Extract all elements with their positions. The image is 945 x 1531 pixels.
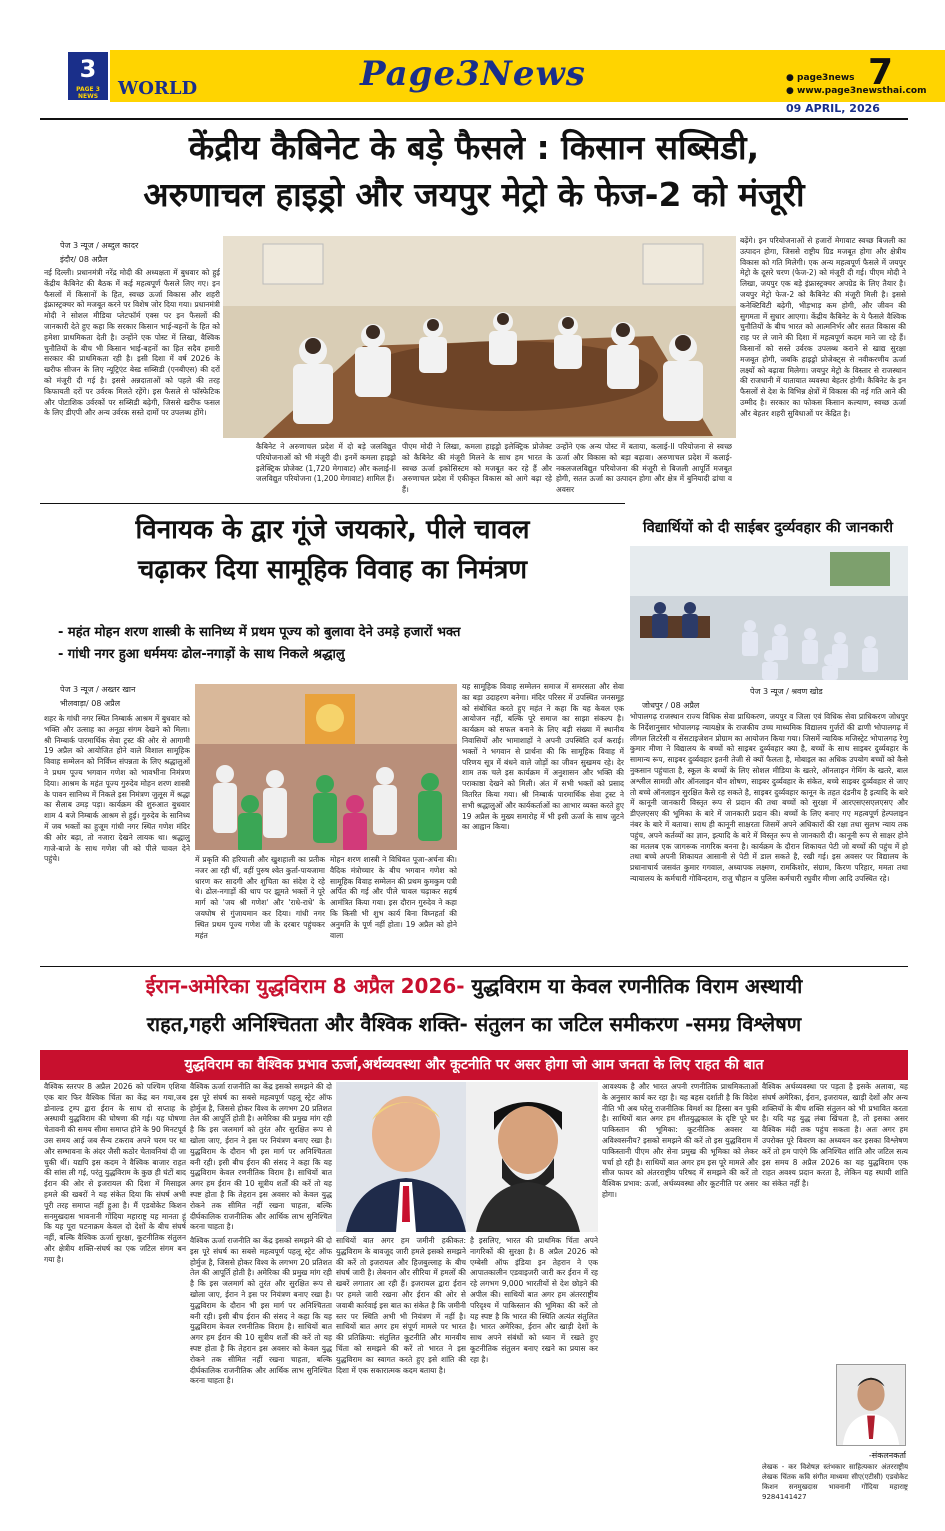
story3-headline: विद्यार्थियों को दी साईबर दुर्व्यवहार की जानकारी <box>643 520 893 536</box>
temple-procession-photo <box>195 684 457 850</box>
story1-caption3: उन्होंने एक अन्य पोस्ट में बताया, कलाई-II परियोजना से स्वच्छ ऊर्जा और विकास को बड़ा बढ़ावा। अरुणाचल प्रदेश में कलाई-नकलजलविद्युत परियोजना की मंजूरी से बिजली आपूर्ति मजबूत होगी, सतत ऊर्जा का उत्पादन होगा और क्षेत्र में बुनियादी ढांचा व अवसर <box>556 442 732 495</box>
story3-byline2: जोधपुर / 08 अप्रैल <box>642 701 700 710</box>
story3-byline1: पेज 3 न्यूज / श्रवण खोड <box>750 687 823 696</box>
story1-headline: केंद्रीय कैबिनेट के बड़े फैसले : किसान सब्सिडी, अरुणाचल हाइड्रो और जयपुर मेट्रो के फेज-2 को मंजूरी <box>143 128 805 214</box>
author-title: लेखक - कर विशेषज्ञ स्तंभकार साहित्यकार अंतरराष्ट्रीय लेखक चिंतक कवि संगीत माध्यमा सीए(एटीसी) एडवोकेट किशन सनमुखदास भावनानी गोंदिया महाराष्ट्र 9284141427 <box>762 1463 908 1501</box>
story2-caption2: मोहन शरण शास्त्री ने विधिवत पूजा-अर्चना की। वैदिक मंत्रोच्चार के बीच भगवान गणेश को सामूहिक विवाह सम्मेलन की प्रथम कुमकुम पत्री अर्पित की गई और पीले चावल चढ़ाकर सहर्ष आमंत्रित किया गया। इस दौरान गुरुदेव ने कहा कि किसी भी शुभ कार्य बिना विघ्नहर्ता की अनुमति के पूर्ण नहीं होता। 19 अप्रैल को होने वाला <box>330 855 457 940</box>
header-rule <box>40 118 908 120</box>
section-label: WORLD <box>118 78 198 99</box>
story1-caption1: कैबिनेट ने अरुणाचल प्रदेश में दो बड़े जलविद्युत परियोजनाओं को भी मंजूरी दी। इनमें कमला हाइड्रो इलेक्ट्रिक प्रोजेक्ट (1,720 मेगावाट) और कलाई-II जलविद्युत परियोजना (1,200 मेगावाट) शामिल हैं। <box>256 442 396 484</box>
classroom-photo <box>630 546 908 680</box>
leaders-photo <box>336 1082 598 1232</box>
story4-col2b: वैश्विक ऊर्जा राजनीति का केंद्र इसको समझने की दो इस पूरे संघर्ष का सबसे महत्वपूर्ण पहलू स्ट्रेट ऑफ होर्मुज है, जिससे होकर विश्व के लगभग 20 प्रतिशत तेल की आपूर्ति होती है। अमेरिका की प्रमुख मांग रही है कि इस जलमार्ग को तुरंत और सुरक्षित रूप से खोला जाए, ईरान ने इस पर नियंत्रण बनाए रखा है। युद्धविराम के दौरान भी इस मार्ग पर अनिश्चितता बनी रही। इसी बीच ईरान की संसद ने कहा कि यह युद्धविराम केवल रणनीतिक विराम है। साथियों बात अगर हम ईरान की 10 सूत्रीय शर्तों की करें तो यह स्पष्ट होता है कि तेहरान इस अवसर को केवल युद्ध रोकने तक सीमित नहीं रखना चाहता, बल्कि दीर्घकालिक राजनीतिक और आर्थिक लाभ सुनिश्चित करना चाहता है। <box>190 1236 332 1386</box>
cabinet-meeting-photo <box>223 236 736 438</box>
story1-col4: बढ़ेंगे। इन परियोजनाओं से हजारों मेगावाट स्वच्छ बिजली का उत्पादन होगा, जिससे राष्ट्रीय ग्रिड मजबूत होगा और क्षेत्रीय विकास को गति मिलेगी। एक अन्य महत्वपूर्ण फैसले में जयपुर मेट्रो के दूसरे चरण (फेज-2) को मंजूरी दी गई। पीएम मोदी ने लिखा, जयपुर एक बड़े इंफ्रास्ट्रक्चर अपग्रेड के लिए तैयार है। जयपुर मेट्रो फेज-2 को कैबिनेट की मंजूरी मिली है। इससे कनेक्टिविटी बढ़ेगी, भीड़भाड़ कम होगी, और जीवन की सुगमता में सुधार आएगा। केंद्रीय कैबिनेट के ये फैसले वैश्विक चुनौतियों के बीच भारत को आत्मनिर्भर और सतत विकास की राह पर ले जाने की दिशा में महत्वपूर्ण कदम माने जा रहे हैं। किसानों को सस्ते उर्वरक उपलब्ध कराने से खाद्य सुरक्षा मजबूत होगी, जबकि हाइड्रो प्रोजेक्ट्स से नवीकरणीय ऊर्जा लक्ष्यों को बढ़ावा मिलेगा। जयपुर मेट्रो के विस्तार से राजस्थान की राजधानी में यातायात व्यवस्था बेहतर होगी। कैबिनेट के इन फैसलों से देश के विभिन्न क्षेत्रों में विकास की नई गति आने की उम्मीद है। सरकार का फोकस किसान कल्याण, स्वच्छ ऊर्जा और बेहतर शहरी सुविधाओं पर केंद्रित है। <box>740 236 906 418</box>
story4-col5: आवश्यक है और भारत अपनी रणनीतिक प्राथमिकताओं के अनुसार कार्य कर रहा है। यह बहस दर्शाती है कि विदेश नीति भी अब घरेलू राजनीतिक विमर्श का हिस्सा बन चुकी है। साथियों बात अगर हम शीतयुद्धकाल के दृष्टि पूरे घर पाकिस्तान की भूमिका: कूटनीतिक अवसर या अविश्वसनीय? इसको समझने की करें तो इस युद्धविराम में पाकिस्तानी पीएम और सेना प्रमुख की भूमिका को लेकर चर्चा हो रही है। साथियों बात अगर हम इस पूरे मामले और सीज फायर को अंतरराष्ट्रीय परिषद में समझने की करें तो वैश्विक प्रभाव: ऊर्जा, अर्थव्यवस्था और कूटनीति पर असर होगा। <box>602 1082 758 1199</box>
story2-headline: विनायक के द्वार गूंजे जयकारे, पीले चावल चढ़ाकर दिया सामूहिक विवाह का निमंत्रण <box>135 515 530 585</box>
story2-caption1: में प्रकृति की हरियाली और खुशहाली का प्रतीक नजर आ रही थीं, वहीं पुरुष श्वेत कुर्ता-पायजामा धारण कर सादगी और शुचिता का संदेश दे रहे थे। ढोल-नगाड़ों की थाप पर झूमते भक्तों ने पूरे मार्ग को 'जय श्री गणेश' और 'राधे-राधे' के जयघोष से गुंजायमान कर दिया। गांधी नगर स्थित प्रथम पूज्य गणेश जी के दरबार पहुंचकर महंत <box>195 855 325 940</box>
story1-caption2: पीएम मोदी ने लिखा, कमला हाइड्रो इलेक्ट्रिक प्रोजेक्ट को कैबिनेट की मंजूरी मिलने के साथ हम भारत के स्वच्छ ऊर्जा इकोसिस्टम को मजबूत कर रहे हैं और अरुणाचल प्रदेश में एकीकृत विकास को आगे बढ़ा रहे हैं। <box>402 442 552 495</box>
story1-col1: नई दिल्ली। प्रधानमंत्री नरेंद्र मोदी की अध्यक्षता में बुधवार को हुई केंद्रीय कैबिनेट की बैठक में कई महत्वपूर्ण फैसले लिए गए। इन फैसलों में किसानों के हित, स्वच्छ ऊर्जा विकास और शहरी इंफ्रास्ट्रक्चर को मजबूत करने पर विशेष जोर दिया गया। प्रधानमंत्री मोदी ने सोशल मीडिया प्लेटफॉर्म एक्स पर इन फैसलों की जानकारी देते हुए कहा कि सरकार किसान भाई-बहनों के हित को हमेशा प्राथमिकता देती है। उन्होंने एक पोस्ट में लिखा, वैश्विक चुनौतियों के बीच भी किसान भाई-बहनों का हित सदैव हमारी सरकार की प्राथमिकता रही है। इसी दिशा में वर्ष 2026 के खरीफ सीजन के लिए न्यूट्रिएंट बेस्ड सब्सिडी (एनबीएस) की दरों को मंजूरी दी गई है। इससे अन्नदाताओं को पहले की तरह किफायती दरों पर उर्वरक मिलते रहेंगे। इस फैसले से फॉस्फेटिक और पोटाशिक उर्वरकों पर सब्सिडी बढ़ेगी, जिससे खरीफ फसल के लिए डीएपी और अन्य उर्वरक सस्ते दामों पर उपलब्ध होंगे। <box>44 268 220 418</box>
story4-col4: है इसलिए, भारत की प्राथमिक चिंता अपने नागरिकों की सुरक्षा है। 8 अप्रैल 2026 को एम्बेसी ऑफ इंडिया इन तेहरान ने एक आपातकालीन एडवाइजरी जारी कर ईरान में रह रहे लगभग 9,000 भारतीयों से देश छोड़ने की अपील की। साथियों बात अगर हम अंतरराष्ट्रीय परिदृश्य में पाकिस्तान की भूमिका की करें तो यह स्पष्ट है कि भारत की स्थिति अत्यंत संतुलित है। भारत अमेरिका, ईरान और खाड़ी देशों के साथ अपने संबंधों को ध्यान में रखते हुए कूटनीतिक संतुलन बनाए रखने का प्रयास कर रहा है। <box>470 1236 598 1364</box>
story2-deck: - महंत मोहन शरण शास्त्री के सानिध्य में प्रथम पूज्य को बुलावा देने उमड़े हजारों भक्त - गांधी नगर हुआ धर्ममयः ढोल-नगाड़ों के साथ निकले श्रद्धालु <box>58 625 461 662</box>
page-number: 7 <box>868 52 894 93</box>
story1-byline: पेज 3 न्यूज / अब्दुल कादर इंदौर/ 08 अप्रैल <box>60 241 139 264</box>
story4-headline: ईरान-अमेरिका युद्धविराम 8 अप्रैल 2026- युद्धविराम या केवल रणनीतिक विराम अस्थायी राहत,गहरी अनिश्चितता और वैश्विक शक्ति- संतुलन का जटिल समीकरण -समग्र विश्लेषण <box>145 974 803 1036</box>
divider <box>40 966 908 967</box>
story2-col1: शहर के गांधी नगर स्थित निम्बार्क आश्रम में बुधवार को भक्ति और उत्साह का अनूठा संगम देखने को मिला। श्री निम्बार्क पारमार्थिक सेवा ट्रस्ट की ओर से आगामी 19 अप्रैल को आयोजित होने वाले विशाल सामूहिक विवाह सम्मेलन को निर्विघ्न संपन्नता के लिए श्रद्धालुओं ने प्रथम पूज्य भगवान गणेश को भावभीना निमंत्रण दिया। आश्रम के महंत पूज्य गुरुदेव मोहन शरण शास्त्री के पावन सानिध्य में निकले इस निमंत्रण जुलूस में श्रद्धा का सैलाब उमड़ पड़ा। कार्यक्रम की शुरुआत बुधवार शाम 4 बजे निम्बार्क आश्रम से हुई। गुरुदेव के सानिध्य में जब भक्तों का हुजूम गांधी नगर स्थित गणेश मंदिर की ओर बढ़ा, तो नजारा देखने लायक था। श्रद्धालु गाजे-बाजे के साथ गणेश जी को पीले चावल देने पहुंचे। <box>44 714 190 864</box>
author-label: -संकलनकर्ता <box>868 1451 906 1460</box>
story3-body: भोपालगढ़ राजस्थान राज्य विधिक सेवा प्राधिकरण, जयपुर व जिला एवं विधिक सेवा प्राधिकरण जोधपुर के निर्देशानुसार भोपालगढ़ न्यायक्षेत्र के राजकीय उच्च माध्यमिक विद्यालय गुर्जरों की ढाणी भोपालगढ़ में लीगल लिटरेसी व सेंसटाइजेशन प्रोग्राम का आयोजन किया गया। जिसमें न्यायिक मजिस्ट्रेट भोपालगढ़ रेणु कुमार मीणा ने विद्यालय के बच्चों को साइबर दुर्व्यवहार क्या है, बच्चों के साथ साइबर दुर्व्यवहार के सामान्य रूप, साइबर दुर्व्यवहार इतनी तेजी से क्यों फैलता है, मोबाइल का अधिक उपयोग बच्चों को कैसे नुकसान पहुंचाता है, स्कूल के बच्चों के लिए सोशल मीडिया के खतरे, ऑनलाइन गेमिंग के खतरे, बाल अश्लील सामग्री और ऑनलाइन यौन शोषण, साइबर दुर्व्यवहार के संकेत, बच्चे साइबर दुर्व्यवहार से जाए तो बच्चे ऑनलाइन सुरक्षित कैसे रह सकते है, साइबर दुर्व्यवहार कानून के तहत दंडनीय है इत्यादि के बारे में कानूनी जानकारी विस्तृत रूप से प्रदान की तथा बच्चों को सुरक्षा में आरएसएसएलएसए और डीएलएसए की भूमिका के बारे में जानकारी प्रदान की। बच्चों के लिए बनाए गए महत्वपूर्ण हेल्पलाइन नंबर के बारे में बताया। साथ ही कानूनी साक्षरता जिसमें अपने अधिकारों की रक्षा तथा सुलभ न्याय तक पहुंच, अपने कर्तव्यों का ज्ञान, इत्यादि के बारे में विस्तृत रूप से जानकारी दी। कानूनी रूप से साक्षर होने का मतलब एक जागरूक नागरिक बनना है। कार्यक्रम के दौरान शिकायत पेटी जो बच्चों की पहुंच में हो तथा बच्चे अपनी शिकायत आसानी से पेटी में डाल सकते है, रखी गई। इस अवसर पर विद्यालय के प्रधानाचार्य जसवंत कुमार गगवाल, अध्यापक लक्ष्मण, रामकिशोर, संग्राम, किरण परिहार, ममता तथा न्यायालय के कर्मचारी गोविन्दराम, राजु चौहान व पुलिस कर्मचारी रघुवीर मीणा आदि उपस्थित रहे। <box>630 712 908 883</box>
story2-byline: पेज 3 न्यूज / अख्तर खान भीलवाड़ा/ 08 अप्रैल <box>60 685 136 708</box>
author-photo <box>836 1364 906 1446</box>
story4-banner: युद्धविराम का वैश्विक प्रभाव ऊर्जा,अर्थव्यवस्था और कूटनीति पर असर होगा जो आम जनता के लिए राहत की बात <box>40 1050 908 1080</box>
story4-col6: वैश्विक अर्थव्यवस्था पर पड़ता है इसके अलावा, यह संघर्ष अमेरिका, ईरान, इजरायल, खाड़ी देशों और अन्य शक्तियों के बीच शक्ति संतुलन को भी प्रभावित करता है। यदि यह युद्ध लंबा खिंचता है, तो इसका असर वैश्विक मंदी तक पहुंच सकता है। अतः अगर हम उपरोक्त पूरे विवरण का अध्ययन कर इसका विश्लेषण करें तो हम पाएंगे कि अनिश्चित शांति और जटिल सत्य इस समय 8 अप्रैल 2026 का यह युद्धविराम एक राहत अवश्य प्रदान करता है, लेकिन यह स्थायी शांति का संकेत नहीं है। <box>762 1082 908 1189</box>
story4-col2: वैश्विक ऊर्जा राजनीति का केंद्र इसको समझने की दो इस पूरे संघर्ष का सबसे महत्वपूर्ण पहलू स्ट्रेट ऑफ होर्मुज है, जिससे होकर विश्व के लगभग 20 प्रतिशत तेल की आपूर्ति होती है। अमेरिका की प्रमुख मांग रही है कि इस जलमार्ग को तुरंत और सुरक्षित रूप से खोला जाए, ईरान ने इस पर नियंत्रण बनाए रखा है। युद्धविराम के दौरान भी इस मार्ग पर अनिश्चितता बनी रही। इसी बीच ईरान की संसद ने कहा कि यह युद्धविराम केवल रणनीतिक विराम है। साथियों बात अगर हम ईरान की 10 सूत्रीय शर्तों की करें तो यह स्पष्ट होता है कि तेहरान इस अवसर को केवल युद्ध रोकने तक सीमित नहीं रखना चाहता, बल्कि दीर्घकालिक राजनीतिक और आर्थिक लाभ सुनिश्चित करना चाहता है। <box>190 1082 332 1232</box>
globe-icon: ● <box>786 86 794 96</box>
story4-col1: वैश्विक स्तरपर 8 अप्रैल 2026 को पश्चिम एशिया एक बार फिर वैश्विक चिंता का केंद्र बन गया,जब डोनाल्ड ट्रम्प द्वारा ईरान के साथ दो सप्ताह के अस्थायी युद्धविराम की घोषणा की गई। यह घोषणा चेतावनी की समय सीमा समाप्त होने के 90 मिनटपूर्व उस समय आई जब सैन्य टकराव अपने चरम पर था और सम्भावना के अंदर जैसी कठोर चेतावनियां दी जा चुकी थीं। यद्यपि इस कदम ने वैश्विक बाजार राहत की सांस ली गई, परंतु युद्धविराम के कुछ ही घंटों बाद ईरान की ओर से इजरायल की दिशा में मिसाइल हमले की खबरों ने यह संकेत दिया कि संघर्ष अभी पूरी तरह समाप्त नहीं हुआ है। मैं एडवोकेट किशन सनमुखदास भावनानी गोंदिया महाराष्ट्र यह मानता हूं कि यह पूरा घटनाक्रम केवल दो देशों के बीच संघर्ष नहीं, बल्कि वैश्विक ऊर्जा सुरक्षा, कूटनीतिक संतुलन और क्षेत्रीय शक्ति-संघर्ष का एक जटिल संगम बन गया है। <box>44 1082 186 1264</box>
web-info: ● page3news ● www.page3newsthai.com <box>786 73 927 96</box>
globe-icon: ● <box>786 73 794 83</box>
story4-col3: साथियों बात अगर हम जमीनी हकीकत: युद्धविराम के बावजूद जारी हमले इसको समझने की करें तो इजरायल और हिजबुल्लाह के बीच संघर्ष जारी है। लेबनान और सीरिया में हमलों की खबरें लगातार आ रही हैं। इजरायल द्वारा ईरान पर हमले जारी रखना और ईरान की ओर से जवाबी कार्रवाई इस बात का संकेत है कि जमीनी स्तर पर स्थिति अभी भी नियंत्रण में नहीं है। साथियों बात अगर हम संपूर्ण मामले पर भारत की प्रतिक्रिया: संतुलित कूटनीति और मानवीय चिंता को समझने की करें तो भारत ने इस युद्धविराम का स्वागत करते हुए इसे शांति की दिशा में एक सकारात्मक कदम बताया है। <box>336 1236 466 1375</box>
divider <box>40 503 625 504</box>
issue-date: 09 APRIL, 2026 <box>786 102 880 115</box>
masthead: Page3News <box>360 54 586 94</box>
story2-col3: यह सामूहिक विवाह सम्मेलन समाज में समरसता और सेवा का बड़ा उदाहरण बनेगा। मंदिर परिसर में उपस्थित जनसमूह को संबोधित करते हुए महंत ने कहा कि यह केवल एक आयोजन नहीं, बल्कि पूरे समाज का साझा संकल्प है। कार्यक्रम को सफल बनाने के लिए बड़ी संख्या में स्थानीय निवासियों और भामाशाहों ने अपनी उपस्थिति दर्ज कराई। भक्तों ने भगवान से प्रार्थना की कि सामूहिक विवाह में परिणय सूत्र में बंधने वाले जोड़ों का जीवन सुखमय रहे। देर शाम तक चले इस कार्यक्रम में अनुशासन और भक्ति की पराकाष्ठा देखने को मिली। अंत में सभी भक्तों को प्रसाद वितरित किया गया। श्री निम्बार्क पारमार्थिक सेवा ट्रस्ट ने सभी श्रद्धालुओं और कार्यकर्ताओं का आभार व्यक्त करते हुए 19 अप्रैल के मुख्य समारोह में भी इसी ऊर्जा के साथ जुटने का आह्वान किया। <box>462 682 624 832</box>
brand-logo: 3 PAGE 3 NEWS <box>66 50 110 102</box>
